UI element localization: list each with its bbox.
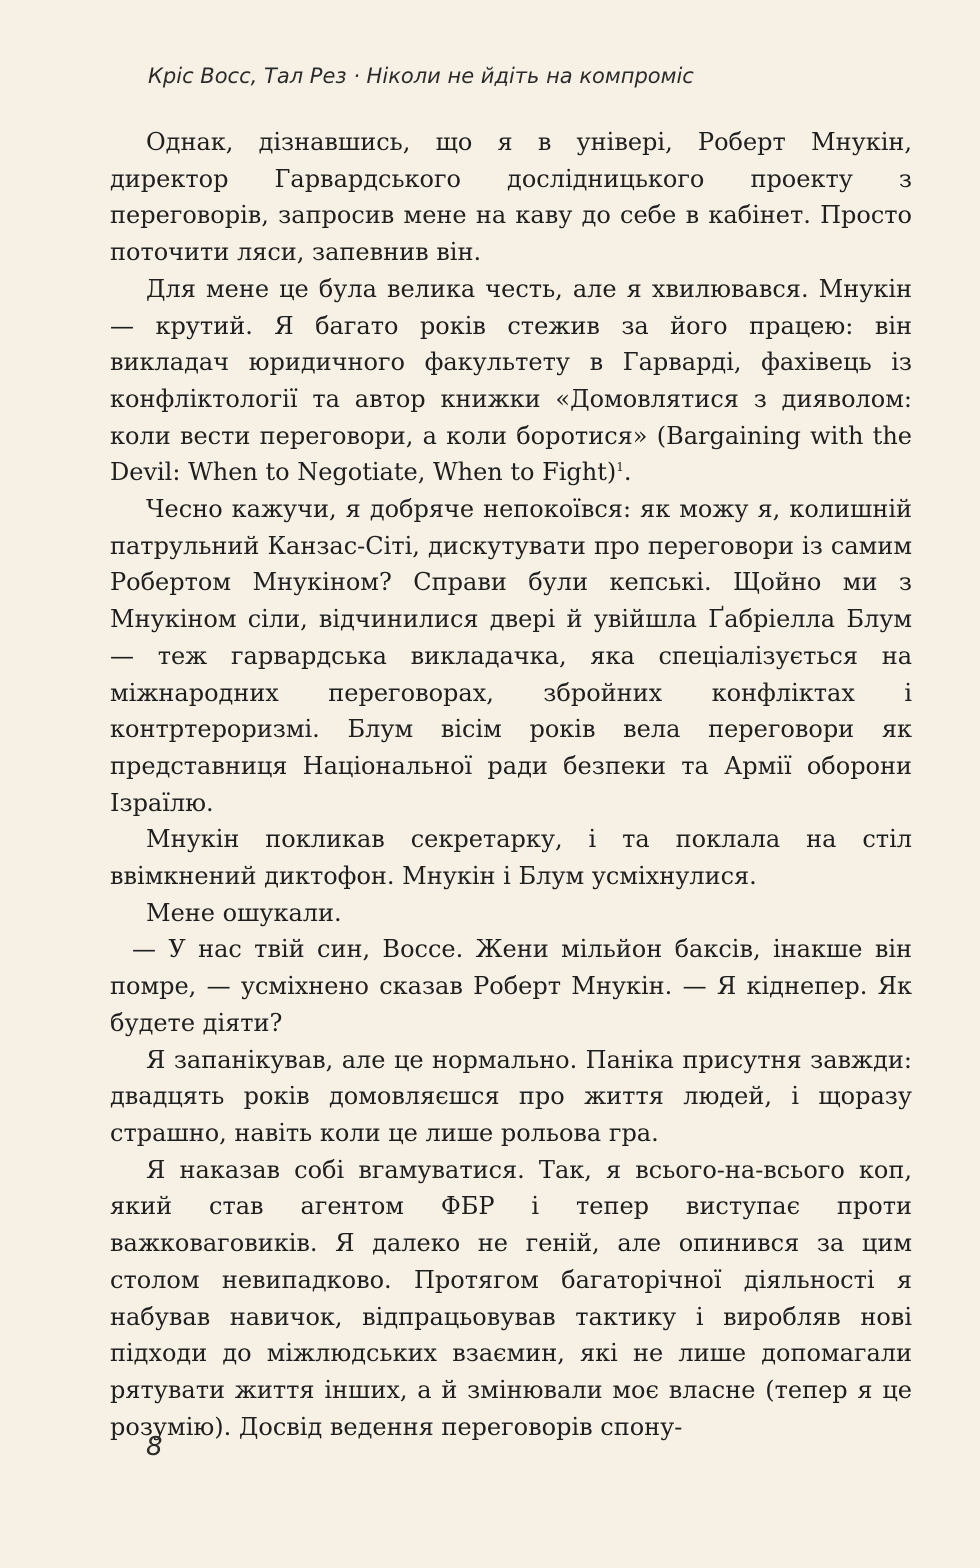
paragraph-4: Мнукін покликав секретарку, і та поклала на стіл ввімкнений диктофон. Мнукін і Блум усміхнулися. bbox=[110, 825, 912, 891]
paragraph-3: Чесно кажучи, я добряче непокоївся: як можу я, колишній патрульний Канзас-Сіті, дискутувати про переговори із самим Робертом Мнукіном? Справи були кепські. Щойно ми з Мнукіном сіли, відчинилися двері й увійшла Ґабріелла Блум — теж гарвардська викладачка, яка спеціалізується на міжнародних переговорах, збройних конфліктах і контртероризмі. Блум вісім років вела переговори як представниця Національної ради безпеки та Армії оборони Ізраїлю. bbox=[110, 495, 912, 817]
running-head: Кріс Восс, Тал Рез · Ніколи не йдіть на компроміс bbox=[148, 64, 694, 88]
paragraph-6: — У нас твій син, Воссе. Жени мільйон баксів, інакше він помре, — усміхнено сказав Роберт Мнукін. — Я кіднепер. Як будете діяти? bbox=[110, 935, 912, 1037]
paragraph-2 bbox=[110, 271, 912, 491]
footnote-marker: 1 bbox=[616, 460, 624, 475]
paragraph-8: Я наказав собі вгамуватися. Так, я всього-на-всього коп, який став агентом ФБР і тепер виступає проти важковаговиків. Я далеко не геній, але опинився за цим столом невипадково. Протягом багаторічної діяльності я набував навичок, відпрацьовував тактику і виробляв нові підходи до міжлюдських взаємин, які не лише допомагали рятувати життя інших, а й змінювали моє власне (тепер я це розумію). Досвід ведення переговорів спону- bbox=[110, 1155, 912, 1441]
paragraph-2-text: Для мене це була велика честь, але я хвилювався. Мнукін — крутий. Я багато років стежив за його працею: він викладач юридичного факультету в Гарварді, фахівець із конфліктології та автор книжки «Домовлятися з дияволом: коли вести переговори, а коли боротися» (Bargaining with the Devil: When to Negotiate, When to Fight) bbox=[110, 274, 912, 487]
body-text bbox=[110, 124, 912, 1445]
paragraph-5: Мене ошукали. bbox=[146, 898, 342, 927]
paragraph-1: Однак, дізнавшись, що я в універі, Роберт Мнукін, директор Гарвардського дослідницького проекту з переговорів, запросив мене на каву до себе в кабінет. Просто поточити ляси, запевнив він. bbox=[110, 128, 912, 267]
page-number: 8 bbox=[146, 1432, 163, 1462]
paragraph-7: Я запанікував, але це нормально. Паніка присутня завжди: двадцять років домовляєшся про життя людей, і щоразу страшно, навіть коли це лише рольова гра. bbox=[110, 1045, 912, 1147]
paragraph-2-end: . bbox=[623, 458, 632, 487]
